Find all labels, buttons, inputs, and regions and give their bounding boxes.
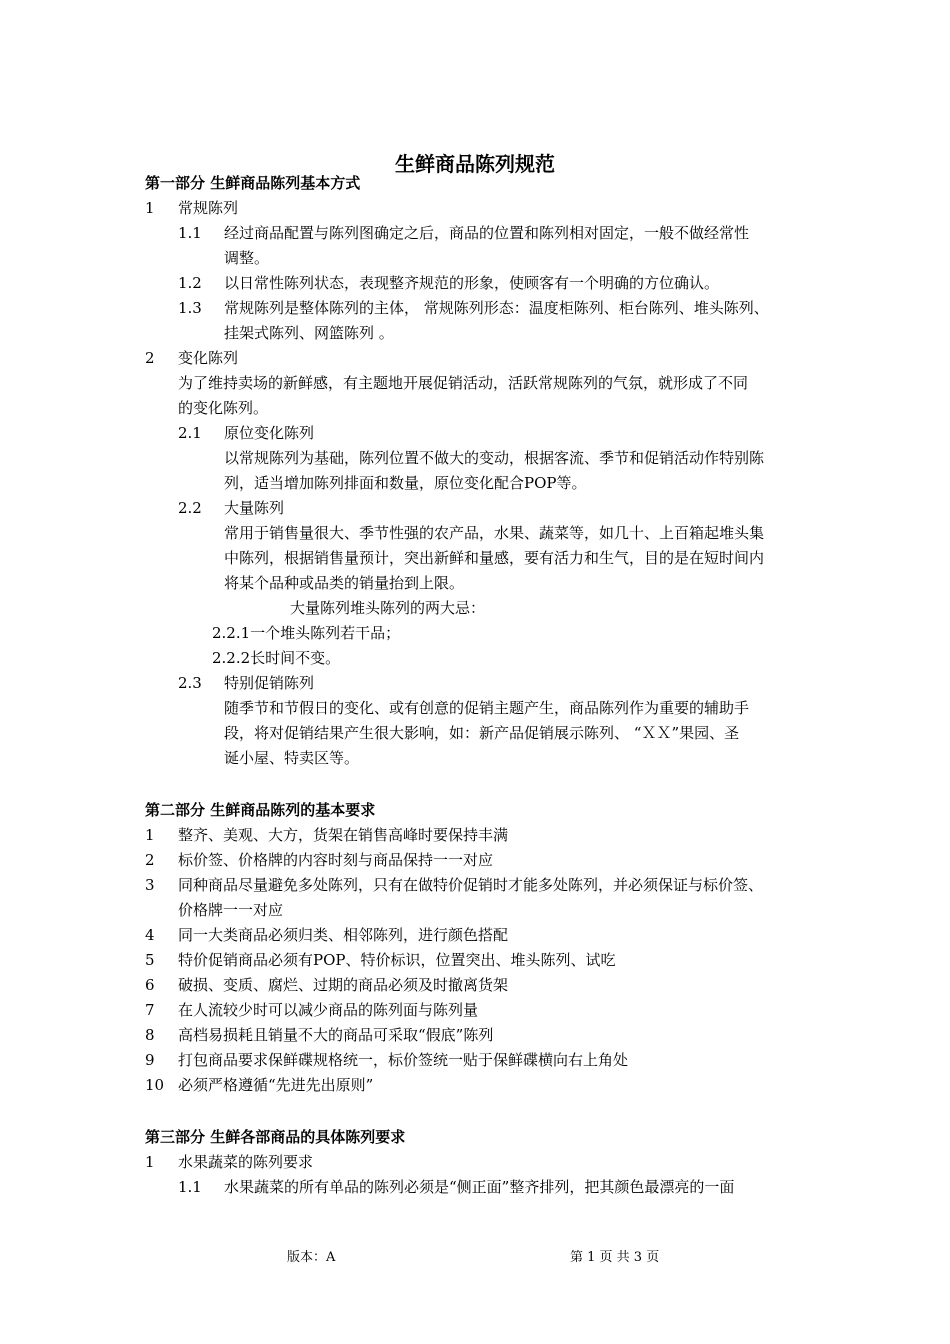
section-1-1-text-cont: 调整。 <box>224 249 270 267</box>
section-2-2-2-item: 2.2.2长时间不变。 <box>212 649 341 667</box>
section-2-1-number: 2.1 <box>178 424 202 442</box>
section-2-number: 2 <box>145 349 155 367</box>
requirement-number: 1 <box>145 826 155 844</box>
section-2-3-text-cont-2: 诞小屋、特卖区等。 <box>224 749 360 767</box>
section-1-2-text: 以日常性陈列状态，表现整齐规范的形象，使顾客有一个明确的方位确认。 <box>224 274 720 292</box>
section-2-2-1-item: 2.2.1一个堆头陈列若干品； <box>212 624 401 642</box>
part3-section-1-1-text: 水果蔬菜的所有单品的陈列必须是“侧正面”整齐排列，把其颜色最漂亮的一面 <box>224 1178 735 1196</box>
requirement-text-cont: 价格牌一一对应 <box>178 901 284 919</box>
part3-section-1-number: 1 <box>145 1153 155 1171</box>
requirement-number: 4 <box>145 926 155 944</box>
section-1-1-number: 1.1 <box>178 224 202 242</box>
requirement-number: 5 <box>145 951 155 969</box>
section-2-3-number: 2.3 <box>178 674 202 692</box>
requirement-text: 整齐、美观、大方，货架在销售高峰时要保持丰满 <box>178 826 509 844</box>
footer-version: 版本：A <box>287 1250 336 1265</box>
part3-section-1-1-number: 1.1 <box>178 1178 202 1196</box>
part3-heading: 第三部分 生鲜各部商品的具体陈列要求 <box>145 1128 406 1146</box>
requirement-number: 6 <box>145 976 155 994</box>
section-2-1-text: 以常规陈列为基础，陈列位置不做大的变动，根据客流、季节和促销活动作特别陈 <box>224 449 765 467</box>
section-1-title: 常规陈列 <box>178 199 239 217</box>
section-1-number: 1 <box>145 199 155 217</box>
requirement-text: 必须严格遵循“先进先出原则” <box>178 1076 374 1094</box>
section-2-3-title: 特别促销陈列 <box>224 674 315 692</box>
section-2-2-text: 常用于销售量很大、季节性强的农产品，水果、蔬菜等，如几十、上百箱起堆头集 <box>224 524 765 542</box>
part1-heading: 第一部分 生鲜商品陈列基本方式 <box>145 174 361 192</box>
requirement-text: 同一大类商品必须归类、相邻陈列，进行颜色搭配 <box>178 926 509 944</box>
section-2-2-text-cont-1: 中陈列，根据销售量预计，突出新鲜和量感，要有活力和生气，目的是在短时间内 <box>224 549 765 567</box>
requirement-text: 打包商品要求保鲜碟规格统一，标价签统一贴于保鲜碟横向右上角处 <box>178 1051 629 1069</box>
section-2-2-number: 2.2 <box>178 499 202 517</box>
requirement-text: 特价促销商品必须有POP、特价标识，位置突出、堆头陈列、试吃 <box>178 951 616 969</box>
requirement-text: 在人流较少时可以减少商品的陈列面与陈列量 <box>178 1001 479 1019</box>
requirement-text: 破损、变质、腐烂、过期的商品必须及时撤离货架 <box>178 976 509 994</box>
section-1-3-number: 1.3 <box>178 299 202 317</box>
section-2-text: 为了维持卖场的新鲜感，有主题地开展促销活动，活跃常规陈列的气氛，就形成了不同 <box>178 374 749 392</box>
part3-section-1-title: 水果蔬菜的陈列要求 <box>178 1153 314 1171</box>
footer-page-number: 第 1 页 共 3 页 <box>570 1250 660 1265</box>
section-2-1-text-cont: 列，适当增加陈列排面和数量，原位变化配合POP等。 <box>224 474 587 492</box>
section-2-title: 变化陈列 <box>178 349 239 367</box>
section-1-1-text: 经过商品配置与陈列图确定之后，商品的位置和陈列相对固定，一般不做经常性 <box>224 224 750 242</box>
section-1-3-text: 常规陈列是整体陈列的主体， 常规陈列形态：温度柜陈列、柜台陈列、堆头陈列、 <box>224 299 769 317</box>
part2-heading: 第二部分 生鲜商品陈列的基本要求 <box>145 801 376 819</box>
section-1-3-text-cont: 挂架式陈列、网篮陈列 。 <box>224 324 394 342</box>
section-2-2-subheading: 大量陈列堆头陈列的两大忌： <box>290 599 486 617</box>
requirement-number: 9 <box>145 1051 155 1069</box>
section-2-text-cont: 的变化陈列。 <box>178 399 269 417</box>
requirement-text: 高档易损耗且销量不大的商品可采取“假底”陈列 <box>178 1026 494 1044</box>
section-1-2-number: 1.2 <box>178 274 202 292</box>
requirement-number: 2 <box>145 851 155 869</box>
section-2-1-title: 原位变化陈列 <box>224 424 315 442</box>
section-2-3-text-cont-1: 段，将对促销结果产生很大影响，如：新产品促销展示陈列、 “ＸＸ”果园、圣 <box>224 724 740 742</box>
section-2-3-text: 随季节和节假日的变化、或有创意的促销主题产生，商品陈列作为重要的辅助手 <box>224 699 750 717</box>
requirement-number: 8 <box>145 1026 155 1044</box>
requirement-text: 标价签、价格牌的内容时刻与商品保持一一对应 <box>178 851 494 869</box>
requirement-number: 3 <box>145 876 155 894</box>
document-title: 生鲜商品陈列规范 <box>395 152 555 176</box>
requirement-text: 同种商品尽量避免多处陈列，只有在做特价促销时才能多处陈列，并必须保证与标价签、 <box>178 876 764 894</box>
section-2-2-title: 大量陈列 <box>224 499 285 517</box>
requirement-number: 10 <box>145 1076 165 1094</box>
section-2-2-text-cont-2: 将某个品种或品类的销量抬到上限。 <box>224 574 465 592</box>
requirement-number: 7 <box>145 1001 155 1019</box>
